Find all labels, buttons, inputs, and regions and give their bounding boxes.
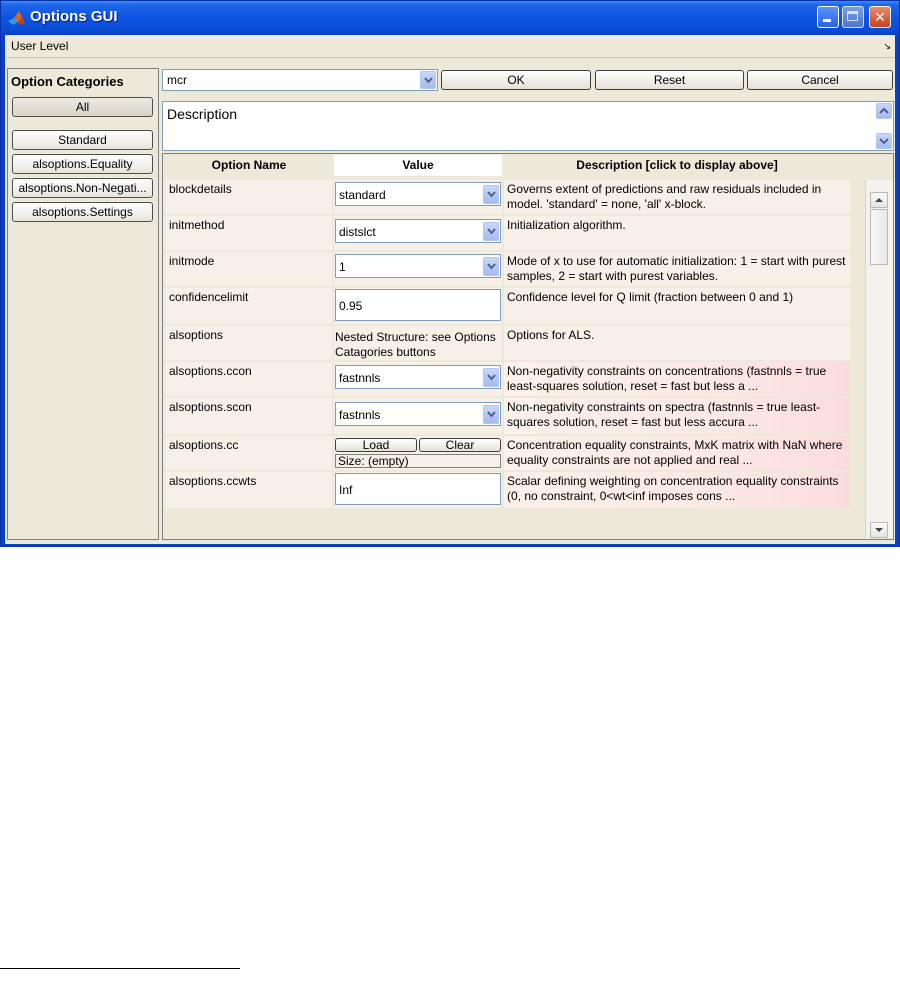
table-scrollbar[interactable]: [865, 180, 893, 538]
option-name-cell: alsoptions.cc: [166, 436, 332, 470]
dock-arrow-icon[interactable]: ↘: [883, 41, 891, 51]
option-name-cell: alsoptions.ccwts: [166, 472, 332, 508]
scrollbar-thumb[interactable]: [870, 209, 888, 265]
option-value-cell: [334, 398, 502, 434]
chevron-down-icon[interactable]: [420, 71, 436, 89]
blockdetails-select[interactable]: [335, 182, 501, 206]
options-table: [162, 153, 894, 540]
window-title: Options GUI: [30, 8, 118, 25]
footnote-divider: [0, 968, 240, 969]
load-button[interactable]: Load: [335, 438, 417, 452]
select-value: distslct: [339, 225, 376, 239]
ccwts-input[interactable]: [335, 473, 501, 505]
scroll-up-icon[interactable]: [876, 103, 892, 119]
reset-button[interactable]: Reset: [595, 70, 744, 90]
option-value-cell: [334, 472, 502, 508]
chevron-down-icon[interactable]: [483, 368, 499, 387]
option-name-cell: confidencelimit: [166, 288, 332, 324]
size-label: Size: (empty): [335, 454, 501, 468]
minimize-icon: [823, 19, 831, 22]
option-name-cell: alsoptions.ccon: [166, 362, 332, 396]
option-description-cell[interactable]: Concentration equality constraints, MxK matrix with NaN where equality constraints are not applied and real ...: [504, 436, 850, 470]
scroll-down-icon[interactable]: [870, 522, 888, 538]
option-value-cell: [334, 436, 502, 470]
option-description-cell[interactable]: Non-negativity constraints on concentrations (fastnnls = true least-squares solution, reset = fast but less a ...: [504, 362, 850, 396]
option-categories-title: Option Categories: [11, 74, 124, 89]
chevron-down-icon[interactable]: [483, 405, 499, 424]
option-value-cell: [334, 326, 502, 360]
method-select[interactable]: [162, 69, 438, 91]
scon-select[interactable]: [335, 402, 501, 426]
nested-structure-text: Nested Structure: see Options Catagories buttons: [335, 330, 496, 359]
option-description-cell[interactable]: Non-negativity constraints on spectra (fastnnls = true least-squares solution, reset = fast but less accura ...: [504, 398, 850, 434]
close-button[interactable]: [869, 6, 891, 28]
select-value: fastnnls: [339, 408, 381, 422]
option-categories-panel: [7, 68, 159, 540]
option-description-cell[interactable]: Confidence level for Q limit (fraction between 0 and 1): [504, 288, 850, 324]
category-equality-button[interactable]: alsoptions.Equality: [12, 154, 153, 174]
option-value-cell: [334, 180, 502, 214]
clear-button[interactable]: Clear: [419, 438, 501, 452]
title-bar[interactable]: [1, 1, 899, 35]
input-value: 0.95: [339, 299, 363, 313]
option-name-cell: initmethod: [166, 216, 332, 250]
chevron-down-icon[interactable]: [483, 222, 499, 241]
ccon-select[interactable]: [335, 365, 501, 389]
category-settings-button[interactable]: alsoptions.Settings: [12, 202, 153, 222]
header-description: Description [click to display above]: [504, 155, 850, 176]
header-value: Value: [334, 155, 502, 176]
option-name-cell: alsoptions: [166, 326, 332, 360]
option-description-cell[interactable]: Governs extent of predictions and raw residuals included in model. 'standard' = none, 'all' x-block.: [504, 180, 850, 214]
category-all-button[interactable]: All: [12, 97, 153, 117]
option-value-cell: [334, 252, 502, 286]
option-value-cell: [334, 216, 502, 250]
option-description-cell[interactable]: Options for ALS.: [504, 326, 850, 360]
initmethod-select[interactable]: [335, 219, 501, 243]
method-select-value: mcr: [167, 73, 187, 87]
scroll-up-icon[interactable]: [870, 192, 888, 208]
option-value-cell: [334, 362, 502, 396]
matlab-logo-icon: [7, 9, 27, 27]
description-text: Description: [167, 106, 238, 122]
client-area: [5, 35, 895, 544]
select-value: 1: [339, 260, 346, 274]
option-value-cell: [334, 288, 502, 324]
menu-user-level[interactable]: User Level: [11, 39, 69, 53]
scroll-down-icon[interactable]: [876, 133, 892, 149]
header-option-name: Option Name: [166, 155, 332, 176]
option-name-cell: alsoptions.scon: [166, 398, 332, 434]
confidencelimit-input[interactable]: [335, 289, 501, 321]
chevron-down-icon[interactable]: [483, 257, 499, 276]
initmode-select[interactable]: [335, 254, 501, 278]
menu-bar: [5, 35, 895, 58]
cancel-button[interactable]: Cancel: [747, 70, 893, 90]
maximize-button[interactable]: [842, 6, 864, 28]
category-standard-button[interactable]: Standard: [12, 130, 153, 150]
option-name-cell: initmode: [166, 252, 332, 286]
category-non-negativity-button[interactable]: alsoptions.Non-Negati...: [12, 178, 153, 198]
select-value: fastnnls: [339, 371, 381, 385]
select-value: standard: [339, 188, 386, 202]
input-value: Inf: [339, 483, 353, 497]
option-name-cell: blockdetails: [166, 180, 332, 214]
maximize-icon: [847, 11, 858, 21]
option-description-cell[interactable]: Mode of x to use for automatic initialization: 1 = start with purest samples, 2 = start with purest variables.: [504, 252, 850, 286]
chevron-down-icon[interactable]: [483, 185, 499, 204]
ok-button[interactable]: OK: [441, 70, 591, 90]
option-description-cell[interactable]: Initialization algorithm.: [504, 216, 850, 250]
minimize-button[interactable]: [817, 6, 839, 28]
option-description-cell[interactable]: Scalar defining weighting on concentration equality constraints (0, no constraint, 0<wt<inf imposes cons ...: [504, 472, 850, 508]
description-box[interactable]: [162, 101, 894, 151]
close-icon: ✕: [874, 9, 886, 25]
